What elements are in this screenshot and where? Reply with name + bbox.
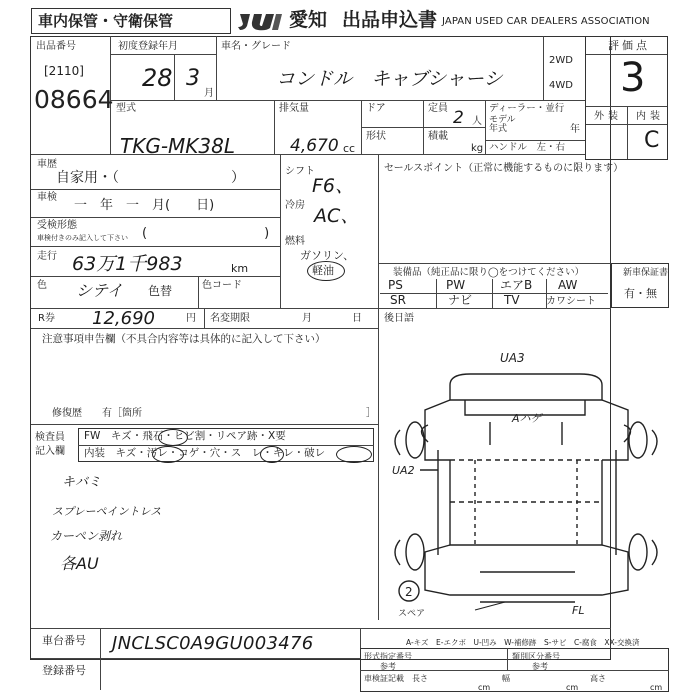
association-name: 愛知 — [289, 9, 328, 31]
fuel-alt: 軽油 — [312, 264, 334, 277]
color-value: シテイ — [76, 281, 123, 300]
deadline-month-unit: 月 — [302, 313, 312, 324]
recycle-amount: 12,690 — [92, 308, 155, 329]
diagram-mark-ua2: UA2 — [392, 464, 415, 477]
receipt-label: 受検形態 — [37, 220, 77, 231]
exterior-label: 外装 — [594, 111, 622, 122]
form-title: 出品申込書 — [342, 9, 438, 31]
equipment-aw: AW — [558, 278, 578, 292]
equipment-seat: カワシート — [546, 296, 596, 307]
lot-number: 08664 — [34, 85, 114, 114]
type-number-label: 形式指定番号 — [364, 652, 412, 661]
payload-label: 積載 — [428, 131, 448, 142]
circle-mark-2 — [152, 446, 184, 463]
fuel-alt-circle — [307, 261, 345, 281]
payload-unit: kg — [471, 143, 484, 154]
doors-label: ドア — [366, 103, 386, 114]
shift-label: シフト — [285, 166, 315, 177]
equipment-navi: ナビ — [448, 293, 473, 307]
registration-year: 28 — [142, 64, 173, 92]
capacity-unit: 人 — [472, 116, 482, 127]
record-label: 記入欄 — [35, 446, 65, 457]
color-label: 色 — [37, 280, 47, 291]
notes-label: 注意事項申告欄（不具合内容等は具体的に記入して下さい） — [42, 333, 326, 345]
width-label: 幅 — [502, 674, 510, 683]
circle-mark-3 — [260, 446, 284, 463]
capacity-value: 2 — [453, 108, 464, 128]
model-year-label: モデル年式 — [489, 115, 516, 134]
spare-label: スペア — [398, 609, 426, 619]
category-number-label: 類別区分番号 — [512, 652, 560, 661]
recycle-label: R券 — [38, 313, 55, 324]
interior-score: C — [644, 128, 660, 153]
registration-month: 3 — [186, 66, 200, 91]
insurance-value: 有・無 — [624, 287, 657, 300]
inspector-fw-line: FW キズ・飛石・ヒビ割・リペア跡・X要 — [84, 430, 286, 442]
year-unit: 年 — [570, 124, 580, 135]
vehicle-name: コンドル キャブシャーシ — [276, 68, 503, 90]
inspection-label: 車検 — [37, 192, 57, 203]
association-en: JAPAN USED CAR DEALERS ASSOCIATION — [442, 16, 650, 27]
mileage-unit: km — [231, 262, 249, 275]
history-label: 車歴 — [37, 159, 57, 170]
ac-label: 冷房 — [285, 200, 305, 211]
displacement-value: 4,670 — [290, 136, 339, 156]
equipment-airbag: エアB — [500, 278, 533, 292]
registration-number-label: 登録番号 — [42, 664, 86, 677]
displacement-label: 排気量 — [279, 103, 309, 114]
repair-label: 修復歴 有［箇所 — [52, 408, 142, 419]
inspector-interior-line: 内装 キズ・汚レ・コゲ・穴・ス レ・キレ・破レ — [84, 447, 326, 459]
deadline-day-unit: 日 — [352, 313, 362, 324]
mileage-label: 走行 — [37, 251, 57, 262]
mileage-value: 63万1千983 — [72, 253, 183, 275]
model-label: 型式 — [116, 103, 136, 114]
inspector-note-3: カーペン剥れ — [50, 529, 123, 543]
rear-seat-label: 後日語 — [384, 313, 414, 324]
capacity-label: 定員 — [428, 103, 448, 114]
ref-label-1: 参考 — [380, 662, 396, 671]
width-unit: cm — [566, 683, 579, 692]
circle-mark-4 — [336, 446, 372, 463]
receipt-value: ( ) — [142, 226, 270, 241]
chassis-number: JNCLSC0A9GU003476 — [112, 633, 314, 654]
lot-number-label: 出品番号 — [36, 41, 76, 52]
equipment-grid — [380, 279, 608, 308]
dealer-label: ディーラー・並行 — [489, 103, 565, 114]
height-unit: cm — [650, 683, 663, 692]
length-label: 車検証記載 長さ — [364, 674, 428, 683]
diagram-mark-fl: FL — [572, 604, 585, 617]
registration-label: 初度登録年月 — [118, 41, 178, 52]
ju-logo — [236, 10, 288, 32]
repair-close: ］ — [366, 408, 376, 419]
shift-value: F6、 — [312, 175, 355, 197]
color-code-label: 色コード — [202, 280, 242, 291]
spare-number: 2 — [405, 585, 413, 599]
color-change: 色替 — [148, 284, 173, 298]
circle-mark-1 — [158, 429, 188, 446]
insurance-box — [611, 263, 669, 308]
ac-value: AC、 — [314, 205, 360, 227]
rating-label: 評価点 — [608, 39, 650, 52]
inspector-note-1: キバミ — [62, 475, 102, 490]
inspector-label: 検査員 — [35, 432, 65, 443]
damage-legend: A-キズ E-エクボ U-凹み W-補修跡 S-サビ C-腐食 XX-交換済 — [406, 638, 640, 647]
equipment-label: 装備品（純正品に限り◯をつけてください） — [393, 267, 585, 278]
damage-diagram — [380, 340, 680, 620]
height-label: 高さ — [590, 674, 606, 683]
displacement-unit: cc — [343, 142, 356, 155]
equipment-sr: SR — [390, 293, 406, 307]
storage-badge: 車内保管・守衛保管 — [38, 12, 174, 30]
equipment-pw: PW — [446, 278, 466, 292]
handle-label: ハンドル 左・右 — [489, 142, 566, 153]
interior-label: 内装 — [636, 111, 664, 122]
shape-label: 形状 — [366, 131, 386, 142]
sales-point-label: セールスポイント（正常に機能するものに限ります） — [384, 163, 624, 174]
lot-sub-number: [2110] — [44, 64, 84, 78]
length-unit: cm — [478, 683, 491, 692]
history-value: 自家用・（ ） — [56, 170, 245, 186]
deadline-label: 名変期限 — [210, 313, 250, 324]
fuel-value: ガソリン、 — [300, 249, 355, 262]
chassis-label: 車台番号 — [42, 634, 86, 647]
rating-score: 3 — [620, 55, 646, 101]
diagram-mark-ua3: UA3 — [500, 351, 525, 365]
inspector-note-4: 各AU — [60, 554, 99, 573]
insurance-label: 新車保証書 — [623, 268, 669, 278]
drive-2wd: 2WD — [549, 55, 573, 66]
registration-month-unit: 月 — [204, 88, 214, 99]
recycle-unit: 円 — [186, 313, 196, 324]
drive-4wd: 4WD — [549, 80, 573, 91]
ref-label-2: 参考 — [532, 662, 548, 671]
receipt-note: 車検付きのみ記入して下さい — [37, 234, 128, 242]
diagram-mark-ahage: Aハゲ — [512, 412, 542, 425]
inspection-value: 一 年 一 月( 日) — [74, 198, 215, 213]
model-value: TKG-MK38L — [120, 134, 236, 158]
inspector-note-2: スプレーペイントレス — [52, 505, 162, 518]
equipment-tv: TV — [504, 293, 520, 307]
fuel-label: 燃料 — [285, 236, 305, 247]
vehicle-name-label: 車名・グレード — [221, 41, 291, 52]
equipment-ps: PS — [388, 278, 403, 292]
